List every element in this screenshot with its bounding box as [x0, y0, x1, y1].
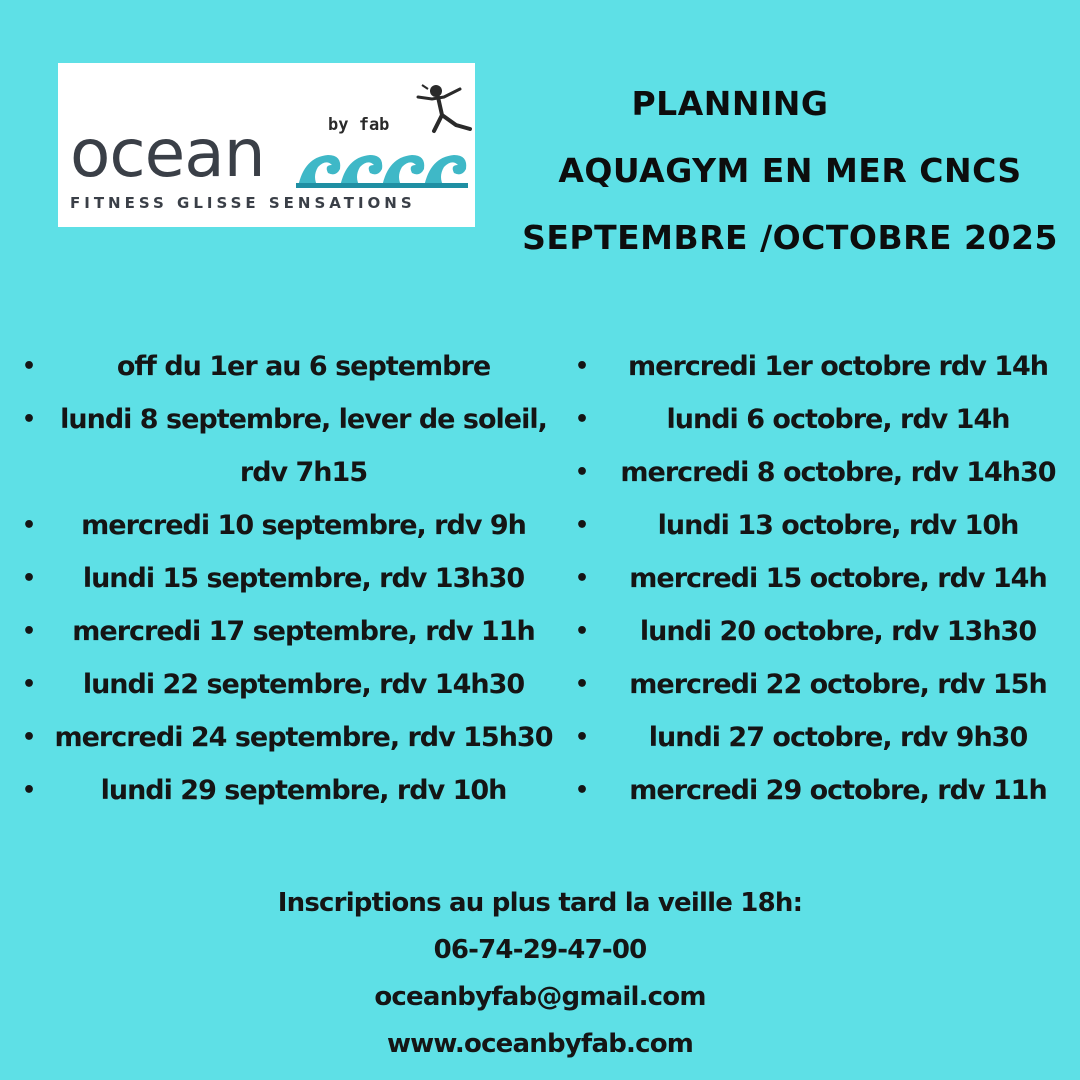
list-item — [12, 393, 557, 499]
contact-footer — [0, 880, 1080, 1068]
bullet-icon: • — [22, 619, 36, 644]
heading-period: SEPTEMBRE /OCTOBRE 2025 — [522, 218, 1058, 257]
brand-logo — [58, 63, 475, 227]
bullet-icon: • — [22, 354, 36, 379]
list-item — [565, 605, 1073, 658]
schedule-entry: mercredi 8 octobre, rdv 14h30 — [620, 457, 1056, 488]
schedule-entry: mercredi 1er octobre rdv 14h — [628, 351, 1048, 382]
list-item — [12, 605, 557, 658]
list-item — [12, 764, 557, 817]
registration-note: Inscriptions au plus tard la veille 18h: — [277, 888, 803, 918]
october-schedule-list — [565, 340, 1073, 817]
september-schedule-list — [12, 340, 557, 817]
bullet-icon: • — [575, 407, 589, 432]
bullet-icon: • — [22, 513, 36, 538]
bullet-icon: • — [22, 566, 36, 591]
list-item — [12, 499, 557, 552]
bullet-icon: • — [22, 407, 36, 432]
list-item — [565, 764, 1073, 817]
schedule-entry: mercredi 22 octobre, rdv 15h — [629, 669, 1047, 700]
schedule-entry: lundi 13 octobre, rdv 10h — [657, 510, 1019, 541]
heading-planning: PLANNING — [631, 84, 829, 123]
list-item — [565, 393, 1073, 446]
bullet-icon: • — [22, 778, 36, 803]
list-item — [565, 552, 1073, 605]
page-heading — [500, 70, 1080, 271]
bullet-icon: • — [575, 725, 589, 750]
bullet-icon: • — [575, 566, 589, 591]
schedule-entry: mercredi 24 septembre, rdv 15h30 — [54, 722, 553, 753]
list-item — [565, 499, 1073, 552]
list-item — [12, 552, 557, 605]
bullet-icon: • — [22, 672, 36, 697]
schedule-entry: mercredi 15 octobre, rdv 14h — [629, 563, 1047, 594]
bullet-icon: • — [575, 513, 589, 538]
schedule-entry: lundi 22 septembre, rdv 14h30 — [82, 669, 525, 700]
list-item — [565, 446, 1073, 499]
bullet-icon: • — [22, 725, 36, 750]
logo-byline: by fab — [328, 115, 390, 135]
bullet-icon: • — [575, 354, 589, 379]
schedule-entry: lundi 8 septembre, lever de soleil, rdv 7h15 — [60, 404, 547, 488]
schedule-entry: lundi 15 septembre, rdv 13h30 — [82, 563, 525, 594]
logo-tagline: FITNESS GLISSE SENSATIONS — [70, 194, 416, 212]
phone-number: 06-74-29-47-00 — [433, 935, 647, 965]
list-item — [12, 340, 557, 393]
schedule-entry: lundi 20 octobre, rdv 13h30 — [639, 616, 1037, 647]
list-item — [12, 711, 557, 764]
list-item — [565, 340, 1073, 393]
email-address: oceanbyfab@gmail.com — [374, 982, 706, 1012]
schedule-entry: lundi 27 octobre, rdv 9h30 — [648, 722, 1028, 753]
schedule-entry: mercredi 17 septembre, rdv 11h — [72, 616, 535, 647]
bullet-icon: • — [575, 778, 589, 803]
bullet-icon: • — [575, 672, 589, 697]
schedule-entry: lundi 6 octobre, rdv 14h — [666, 404, 1010, 435]
schedule-entry: mercredi 10 septembre, rdv 9h — [81, 510, 526, 541]
list-item — [565, 711, 1073, 764]
waves-icon — [296, 143, 468, 189]
logo-wordmark: ocean — [70, 115, 265, 192]
list-item — [12, 658, 557, 711]
schedule-entry: mercredi 29 octobre, rdv 11h — [629, 775, 1047, 806]
schedule-entry: off du 1er au 6 septembre — [116, 351, 491, 382]
schedule-entry: lundi 29 septembre, rdv 10h — [100, 775, 507, 806]
bullet-icon: • — [575, 460, 589, 485]
bullet-icon: • — [575, 619, 589, 644]
heading-activity: AQUAGYM EN MER CNCS — [558, 151, 1022, 190]
list-item — [565, 658, 1073, 711]
website-url: www.oceanbyfab.com — [386, 1029, 694, 1059]
